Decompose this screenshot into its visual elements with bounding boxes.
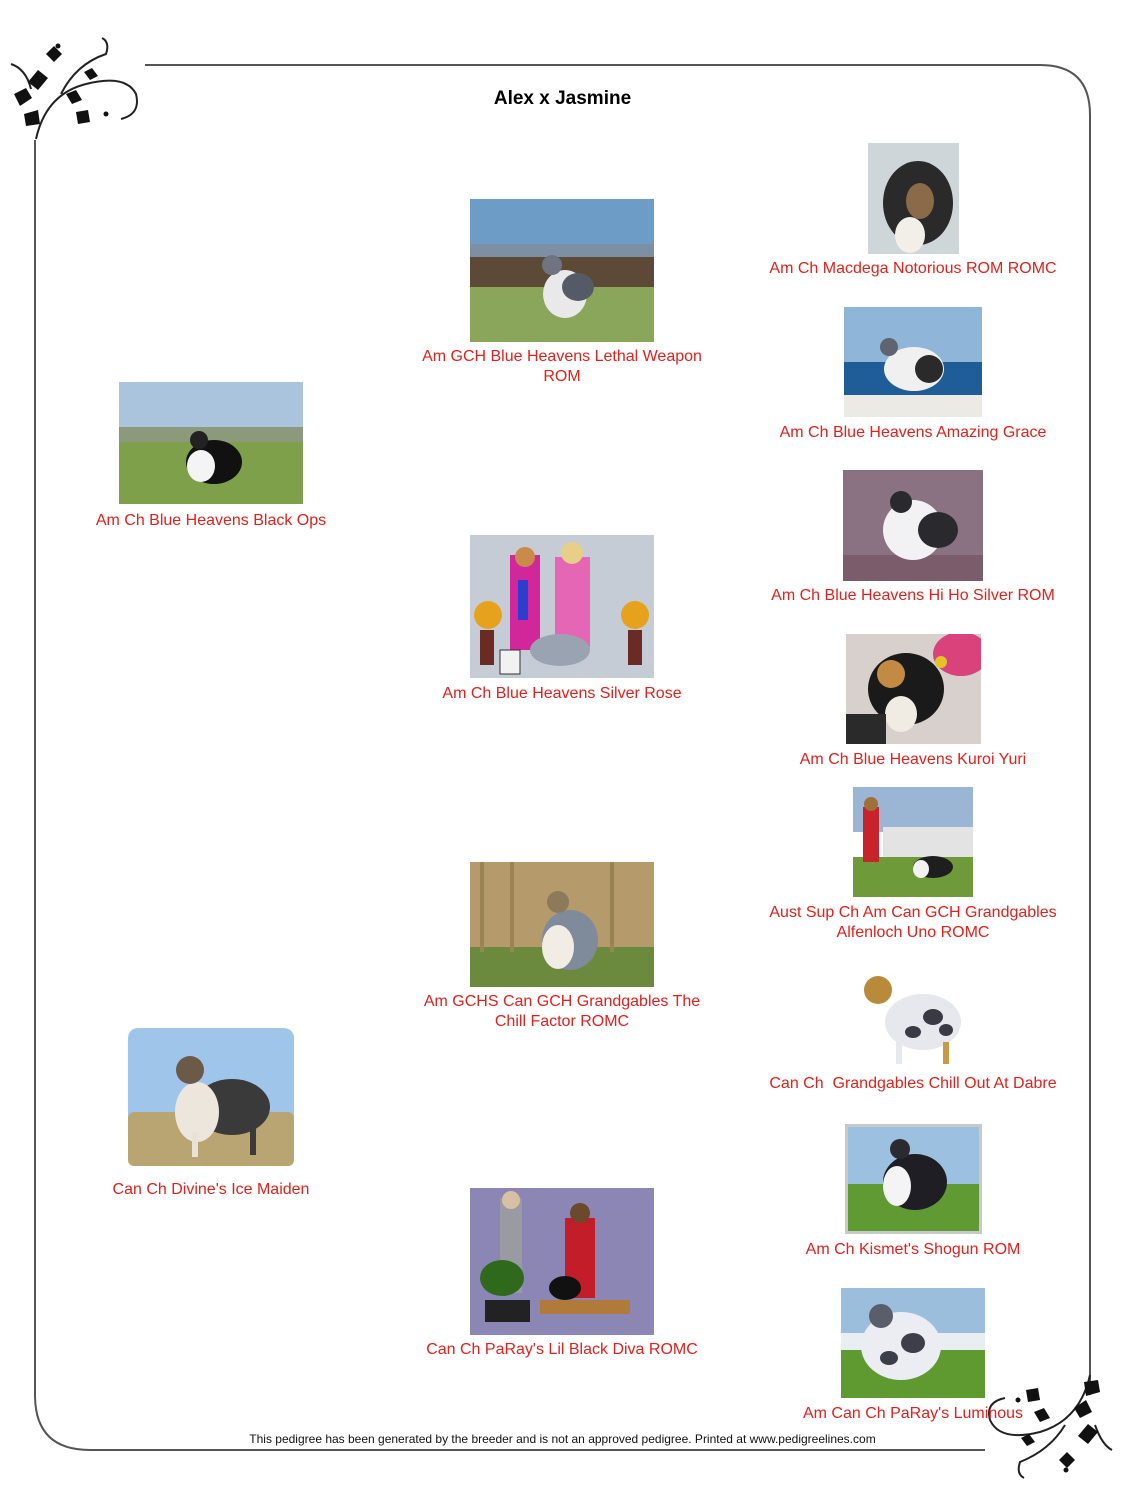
dog-photo-dam[interactable]: [122, 1022, 300, 1172]
dog-photo-g3-5[interactable]: [853, 787, 973, 897]
dog-name-g3-4[interactable]: Am Ch Blue Heavens Kuroi Yuri: [799, 751, 1027, 768]
dog-name-g3-1[interactable]: Am Ch Macdega Notorious ROM ROMC: [769, 260, 1057, 277]
dog-photo-g3-3[interactable]: [843, 470, 983, 581]
dog-name-g3-5[interactable]: Aust Sup Ch Am Can GCH Grandgables Alfenloch Uno ROMC: [769, 904, 1057, 941]
dog-name-g3-3[interactable]: Am Ch Blue Heavens Hi Ho Silver ROM: [771, 587, 1055, 604]
dog-name-sire-sire[interactable]: Am GCH Blue Heavens Lethal Weapon ROM: [422, 348, 702, 385]
dog-photo-sire[interactable]: [119, 382, 303, 504]
dog-name-dam-sire[interactable]: Am GCHS Can GCH Grandgables The Chill Factor ROMC: [423, 993, 701, 1030]
floral-ornament-bottom-right: [980, 1370, 1115, 1480]
dog-name-sire[interactable]: Am Ch Blue Heavens Black Ops: [95, 512, 327, 529]
dog-photo-g3-7[interactable]: [845, 1124, 982, 1234]
dog-name-dam[interactable]: Can Ch Divine's Ice Maiden: [112, 1181, 310, 1198]
dog-photo-dam-sire[interactable]: [470, 862, 654, 987]
dog-photo-dam-dam[interactable]: [470, 1188, 654, 1335]
pedigree-title: Alex x Jasmine: [493, 88, 632, 109]
dog-name-g3-8[interactable]: Am Can Ch PaRay's Luminous: [802, 1405, 1024, 1422]
dog-photo-g3-1[interactable]: [868, 143, 959, 254]
dog-photo-g3-4[interactable]: [846, 634, 981, 744]
dog-photo-sire-dam[interactable]: [470, 535, 654, 678]
dog-name-g3-2[interactable]: Am Ch Blue Heavens Amazing Grace: [779, 424, 1047, 441]
disclaimer-footer: This pedigree has been generated by the breeder and is not an approved pedigree. Printed at www.pedigreelines.com: [249, 1432, 876, 1446]
dog-photo-g3-8[interactable]: [841, 1288, 985, 1398]
dog-name-g3-6[interactable]: Can Ch Grandgables Chill Out At Dabre: [769, 1075, 1057, 1092]
dog-photo-g3-6[interactable]: [848, 962, 976, 1070]
dog-photo-sire-sire[interactable]: [470, 199, 654, 342]
dog-name-dam-dam[interactable]: Can Ch PaRay's Lil Black Diva ROMC: [426, 1341, 698, 1358]
dog-name-g3-7[interactable]: Am Ch Kismet's Shogun ROM: [805, 1241, 1021, 1258]
dog-name-sire-dam[interactable]: Am Ch Blue Heavens Silver Rose: [442, 685, 682, 702]
dog-photo-g3-2[interactable]: [844, 307, 982, 417]
